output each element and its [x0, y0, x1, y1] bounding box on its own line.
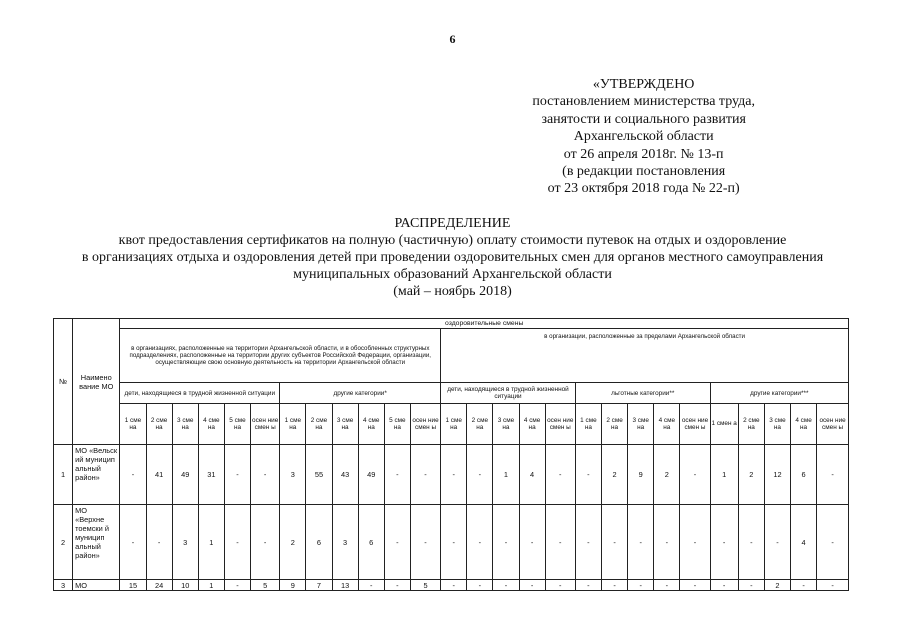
- subgroup-difficult-inside: дети, находящиеся в трудной жизненной ситуации: [120, 383, 280, 404]
- quota-cell: 3: [332, 505, 358, 580]
- quota-cell: 1: [710, 445, 738, 505]
- row-number: 3: [54, 580, 73, 591]
- quota-cell: -: [251, 505, 280, 580]
- quota-cell: 12: [764, 445, 790, 505]
- quota-cell: -: [710, 580, 738, 591]
- shift-header-cell: 4 сме на: [654, 404, 680, 445]
- col-number-header: №: [54, 319, 73, 445]
- shift-header-cell: осен ние смен ы: [680, 404, 710, 445]
- shift-header-cell: 1 сме на: [280, 404, 306, 445]
- quota-cell: -: [601, 580, 627, 591]
- table-row: [54, 505, 849, 580]
- row-mo-name: МО «Вельск ий муницип альный район»: [73, 445, 120, 505]
- shift-header-cell: 3 сме на: [764, 404, 790, 445]
- quota-cell: -: [680, 505, 710, 580]
- group-outside-region: в организации, расположенные за пределами Архангельской области: [441, 329, 849, 383]
- shift-header-cell: 2 сме на: [146, 404, 172, 445]
- quota-cell: -: [738, 505, 764, 580]
- subgroup-other-outside: другие категории***: [710, 383, 848, 404]
- title-line: в организациях отдыха и оздоровления детей при проведении оздоровительных смен для органов местного самоуправления: [81, 250, 824, 265]
- shift-header-cell: 2 сме на: [467, 404, 493, 445]
- approval-line: от 23 октября 2018 года № 22-п): [547, 181, 740, 197]
- shift-header-cell: осен ние смен ы: [410, 404, 440, 445]
- quota-cell: -: [410, 505, 440, 580]
- quota-cell: 55: [306, 445, 332, 505]
- quota-cell: -: [467, 445, 493, 505]
- approval-line: постановлением министерства труда,: [532, 94, 755, 110]
- quota-cell: -: [628, 505, 654, 580]
- approval-line: Архангельской области: [573, 129, 714, 145]
- quota-cell: -: [654, 580, 680, 591]
- quota-cell: -: [817, 505, 849, 580]
- quota-cell: 3: [280, 445, 306, 505]
- row-number: 2: [54, 505, 73, 580]
- shifts-header: оздоровительные смены: [120, 319, 849, 329]
- quota-cell: 4: [519, 445, 545, 505]
- quota-cell: -: [120, 505, 146, 580]
- quota-cell: -: [441, 580, 467, 591]
- shift-header-cell: осен ние смен ы: [251, 404, 280, 445]
- shift-header-cell: 5 сме на: [384, 404, 410, 445]
- quota-cell: 3: [172, 505, 198, 580]
- shift-header-cell: 1 сме на: [441, 404, 467, 445]
- quota-cell: -: [738, 580, 764, 591]
- page-number: 6: [449, 32, 456, 46]
- shift-header-row: [54, 404, 849, 445]
- quota-cell: -: [817, 580, 849, 591]
- approval-stamp: [532, 76, 755, 198]
- quota-cell: -: [764, 505, 790, 580]
- quota-cell: 41: [146, 445, 172, 505]
- quota-cell: 10: [172, 580, 198, 591]
- quota-cell: 1: [493, 445, 519, 505]
- quota-cell: 6: [306, 505, 332, 580]
- quota-cell: 1: [198, 580, 224, 591]
- quota-cell: -: [791, 580, 817, 591]
- quota-cell: -: [601, 505, 627, 580]
- quota-cell: -: [545, 580, 575, 591]
- quota-cell: 5: [251, 580, 280, 591]
- quota-cell: -: [384, 505, 410, 580]
- quota-cell: 6: [791, 445, 817, 505]
- shift-header-cell: 3 сме на: [332, 404, 358, 445]
- quota-cell: -: [545, 445, 575, 505]
- quota-cell: 1: [198, 505, 224, 580]
- quota-cell: -: [575, 445, 601, 505]
- quota-cell: -: [384, 580, 410, 591]
- quota-cell: -: [410, 445, 440, 505]
- shift-header-cell: 4 сме на: [791, 404, 817, 445]
- quota-cell: 7: [306, 580, 332, 591]
- shift-header-cell: осен ние смен ы: [817, 404, 849, 445]
- quota-cell: 9: [628, 445, 654, 505]
- shift-header-cell: 4 сме на: [358, 404, 384, 445]
- shift-header-cell: 4 сме на: [198, 404, 224, 445]
- quota-cell: -: [251, 445, 280, 505]
- quota-cell: -: [493, 580, 519, 591]
- quota-cell: 13: [332, 580, 358, 591]
- quota-cell: 4: [791, 505, 817, 580]
- quota-cell: -: [519, 580, 545, 591]
- approval-line: (в редакции постановления: [562, 164, 726, 180]
- subgroup-difficult-outside: дети, находящиеся в трудной жизненной ситуации: [441, 383, 576, 404]
- title-line: (май – ноябрь 2018): [393, 284, 512, 299]
- shift-header-cell: 1 сме на: [575, 404, 601, 445]
- quota-cell: -: [146, 505, 172, 580]
- shift-header-cell: 4 сме на: [519, 404, 545, 445]
- quota-cell: -: [628, 580, 654, 591]
- quota-cell: 49: [172, 445, 198, 505]
- quota-cell: -: [493, 505, 519, 580]
- row-mo-name: МО «Верхне тоемски й муницип альный район»: [73, 505, 120, 580]
- quota-cell: 2: [654, 445, 680, 505]
- subgroup-other-inside: другие категории*: [280, 383, 441, 404]
- quota-cell: -: [441, 445, 467, 505]
- quota-cell: -: [120, 445, 146, 505]
- shift-header-cell: 2 сме на: [738, 404, 764, 445]
- title-heading: РАСПРЕДЕЛЕНИЕ: [394, 216, 511, 231]
- quota-cell: -: [680, 580, 710, 591]
- quota-cell: 31: [198, 445, 224, 505]
- shift-header-cell: 3 сме на: [172, 404, 198, 445]
- quota-cell: 9: [280, 580, 306, 591]
- quota-cell: -: [224, 505, 250, 580]
- row-number: 1: [54, 445, 73, 505]
- approval-line: занятости и социального развития: [541, 111, 746, 127]
- shift-header-cell: 3 сме на: [493, 404, 519, 445]
- quota-cell: -: [710, 505, 738, 580]
- col-mo-header: Наимено вание МО: [73, 319, 120, 445]
- quota-cell: -: [575, 580, 601, 591]
- quota-cell: -: [467, 505, 493, 580]
- quota-cell: 43: [332, 445, 358, 505]
- quota-cell: 2: [601, 445, 627, 505]
- quota-table: [53, 318, 849, 591]
- title-line: квот предоставления сертификатов на полную (частичную) оплату стоимости путевок на отдых и оздоровление: [118, 233, 787, 248]
- quota-cell: -: [545, 505, 575, 580]
- shift-header-cell: 5 сме на: [224, 404, 250, 445]
- quota-cell: -: [441, 505, 467, 580]
- quota-cell: -: [575, 505, 601, 580]
- quota-cell: 49: [358, 445, 384, 505]
- title-line: муниципальных образований Архангельской области: [293, 267, 612, 282]
- document-title: [0, 215, 905, 300]
- approval-line: «УТВЕРЖДЕНО: [592, 77, 695, 92]
- shift-header-cell: осен ние смен ы: [545, 404, 575, 445]
- quota-cell: -: [467, 580, 493, 591]
- shift-header-cell: 1 сме на: [120, 404, 146, 445]
- quota-cell: 24: [146, 580, 172, 591]
- quota-cell: -: [358, 580, 384, 591]
- shift-header-cell: 2 сме на: [601, 404, 627, 445]
- quota-cell: -: [224, 445, 250, 505]
- quota-cell: -: [384, 445, 410, 505]
- quota-cell: 15: [120, 580, 146, 591]
- quota-cell: -: [817, 445, 849, 505]
- table-row: [54, 580, 849, 591]
- quota-cell: 6: [358, 505, 384, 580]
- shift-header-cell: 2 сме на: [306, 404, 332, 445]
- table-row: [54, 445, 849, 505]
- subgroup-benefit-outside: льготные категории**: [575, 383, 710, 404]
- quota-cell: -: [519, 505, 545, 580]
- shift-header-cell: 3 сме на: [628, 404, 654, 445]
- shift-header-cell: 1 смен а: [710, 404, 738, 445]
- quota-cell: 2: [764, 580, 790, 591]
- approval-line: от 26 апреля 2018г. № 13-п: [563, 146, 724, 162]
- group-inside-region: в организациях, расположенные на территории Архангельской области, и в обособленных структурных подразделениях, расположенные на территории других субъектов Российской Федерации, организации, осуществляющие свою основную деятельность на территории Архангельской области: [120, 329, 441, 383]
- quota-cell: -: [680, 445, 710, 505]
- quota-cell: 2: [280, 505, 306, 580]
- quota-cell: -: [224, 580, 250, 591]
- row-mo-name: МО: [73, 580, 120, 591]
- quota-cell: 2: [738, 445, 764, 505]
- quota-cell: 5: [410, 580, 440, 591]
- quota-cell: -: [654, 505, 680, 580]
